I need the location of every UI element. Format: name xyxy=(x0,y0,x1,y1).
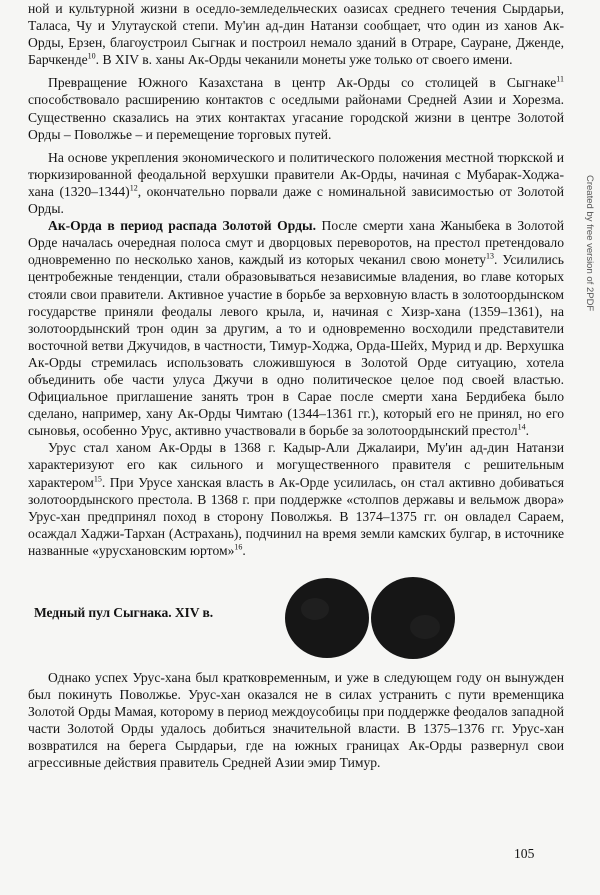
footnote-ref: 15 xyxy=(93,474,102,483)
footnote-ref: 10 xyxy=(87,51,96,61)
footnote-ref: 13 xyxy=(486,251,495,261)
footnote-ref: 16 xyxy=(234,542,243,552)
footnote-ref: 14 xyxy=(517,422,526,432)
page-body xyxy=(28,0,564,772)
paragraph-5 xyxy=(28,439,564,559)
paragraph-3-tail: , окончательно порвали даже с номинальной зависимостью от Золотой Орды. xyxy=(28,183,564,217)
paragraph-1 xyxy=(28,0,564,68)
figure xyxy=(28,567,564,667)
paragraph-5-text: Урус стал ханом Ак-Орды в 1368 г. Кадыр-Али Джалаири, Му'ин ад-дин Натанзи характеризуют его как сильного и могущественного правителя с решительным характером xyxy=(28,440,564,490)
paragraph-3-text: На основе укрепления экономического и политического положения местной тюркской и тюркизированной феодальной верхушки правители Ак-Орды, начиная с Мубарак-Ходжа-хана (1320–1344) xyxy=(28,149,564,199)
paragraph-4-text: После смерти хана Жаныбека в Золотой Орде началась очередная полоса смут и дворцовых переворотов, на престол претендовало одновременно по несколько ханов, каждый из которых чеканил свою монету xyxy=(28,218,564,268)
paragraph-4 xyxy=(28,217,564,439)
page-number: 105 xyxy=(514,846,535,861)
paragraph-5-end: . xyxy=(242,542,246,558)
coin-reverse xyxy=(371,577,455,659)
watermark xyxy=(585,175,597,425)
watermark-text: Created by free version of 2PDF xyxy=(584,175,595,312)
footnote-ref: 12 xyxy=(129,183,138,193)
footnote-ref: 11 xyxy=(556,74,564,84)
section-heading: Ак-Орда в период распада Золотой Орды. xyxy=(48,218,317,234)
paragraph-2 xyxy=(28,74,564,142)
paragraph-4-end: . xyxy=(525,423,529,439)
coin-obverse xyxy=(285,578,369,658)
paragraph-5-body: . При Урусе ханская власть в Ак-Орде усилилась, он стал активно добиваться золотоордынского престола. В 1368 г. при поддержке «столпов державы и вельмож двора» Урус-хан предпринял поход в сторону Поволжья. В 1374–1375 гг. он овладел Сараем, осаждал Хаджи-Тархан (Астрахань), подчинил на время земли камских булгар, в источнике названные «урусхановским юртом» xyxy=(28,474,564,558)
paragraph-1-text: ной и культурной жизни в оседло-земледельческих оазисах среднего течения Сырдарьи, Таласа, Чу и Улутауской степи. Му'ин ад-дин Натанзи сообщает, что один из ханов Ак-Орды, Ерзен, благоустроил Сыгнак и построил немало зданий в Отраре, Сауране, Дженде, Барчкенде xyxy=(28,1,564,68)
coin-obverse-wear xyxy=(301,598,329,620)
paragraph-6: Однако успех Урус-хана был кратковременным, и уже в следующем году он вынужден был покинуть Поволжье. Урус-хан оказался не в силах устранить с пути временщика Золотой Орды Мамая, которому в период междоусобицы при поддержке феодалов западной части Золотой Орды удалось добиться значительной власти. В 1375–1376 гг. Урус-хан возвратился на берега Сырдарьи, где на южных границах Ак-Орды развернул свои агрессивные действия правитель Средней Азии эмир Тимур. xyxy=(28,670,564,771)
figure-caption: Медный пул Сыгнака. XIV в. xyxy=(34,605,214,620)
paragraph-2-text: Превращение Южного Казахстана в центр Ак-Орды со столицей в Сыгнаке xyxy=(48,75,557,91)
coin-reverse-wear xyxy=(410,615,440,639)
paragraph-3 xyxy=(28,149,564,217)
paragraph-2-tail: способствовало расширению контактов с оседлыми районами Средней Азии и Хорезма. Существенно сказались на этих контактах угасание городской жизни в центре Золотой Орды – Поволжье – и перемещение торговых путей. xyxy=(28,92,564,142)
coin-photo xyxy=(285,575,535,663)
paragraph-4-body: . Усилились центробежные тенденции, стали образовываться независимые владения, во главе которых стояли свои правители. Активное участие в борьбе за верховную власть в золотоордынском государстве приняли феодалы левого крыла, и, начиная с Хизр-хана (1359–1361), на золотоордынский трон один за другим, а то и одновременно восходили представители восточной ветви Джучидов, в частности, Тимур-Ходжа, Орда-Шейх, Мурид и др. Верхушка Ак-Орды стремилась использовать сложившуюся в Золотой Орде ситуацию, хотела объединить обе части улуса Джучи в одно политическое целое под своей властью. Официальное приглашение занять трон в Сарае после смерти хана Бердибека было сделано, например, хану Ак-Орды Чимтаю (1344–1361 гг.), который его не принял, но его сыновья, особенно Урус, активно участвовали в борьбе за золотоордынский престол xyxy=(28,252,564,439)
paragraph-1-tail: . В XIV в. ханы Ак-Орды чеканили монеты уже только от своего имени. xyxy=(95,52,513,68)
